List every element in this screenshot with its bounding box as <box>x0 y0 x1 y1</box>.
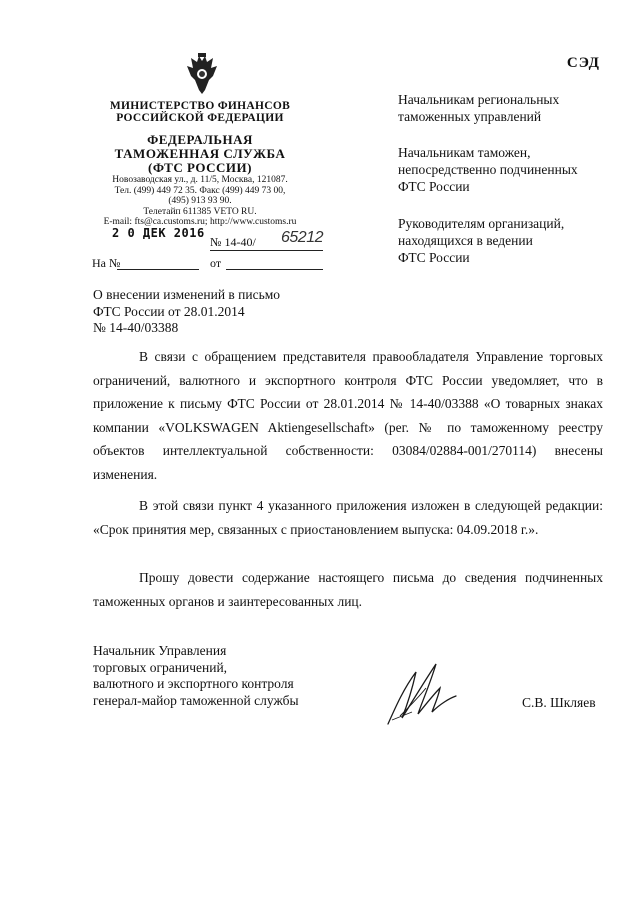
body-paragraph: В этой связи пункт 4 указанного приложения изложен в следующей редакции: «Срок принятия мер, связанных с приостановлением выпуска: 04.09.2018 г.». <box>93 498 603 537</box>
sed-stamp: СЭД <box>566 55 600 71</box>
recipient-block: Руководителям организаций, находящихся в ведении ФТС России <box>398 216 565 265</box>
service-name: ФЕДЕРАЛЬНАЯ ТАМОЖЕННАЯ СЛУЖБА (ФТС РОССИИ) <box>114 132 286 175</box>
number-underline <box>210 250 323 251</box>
recipient-block: Начальникам таможен, непосредственно подчиненных ФТС России <box>398 145 578 194</box>
reference-number-label: На № <box>92 256 121 270</box>
reference-date-line <box>226 269 323 270</box>
russian-coat-of-arms-icon <box>183 52 221 96</box>
date-stamp: 2 0 ДЕК 2016 <box>112 226 205 240</box>
document-number-handwritten: 65212 <box>281 229 323 246</box>
letter-subject: О внесении изменений в письмо ФТС России от 28.01.2014 № 14-40/03388 <box>93 287 281 335</box>
ministry-name: МИНИСТЕРСТВО ФИНАНСОВ РОССИЙСКОЙ ФЕДЕРАЦИИ <box>109 100 291 124</box>
signatory-name: С.В. Шкляев <box>522 695 596 710</box>
reference-number-line <box>117 269 199 270</box>
body-paragraph: В связи с обращением представителя правообладателя Управление торговых ограничений, валютного и экспортного контроля ФТС России уведомляет, что в приложение к письму ФТС России от 28.01.2014 № 14-40/03388 «О товарных знаках компании «VOLKSWAGEN Aktiengesellschaft» (рег. № по таможенному реестру объектов интеллектуальной собственности: 03084/02884-001/270114) внесены изменения. <box>93 349 603 482</box>
signatory-title: Начальник Управления торговых ограничений, валютного и экспортного контроля генерал-майор таможенной службы <box>93 643 299 708</box>
document-number-label: № 14-40/ <box>210 235 256 249</box>
body-paragraph: Прошу довести содержание настоящего письма до сведения подчиненных таможенных органов и заинтересованных лиц. <box>93 570 603 609</box>
reference-date-label: от <box>210 256 222 270</box>
handwritten-signature <box>382 658 477 730</box>
recipient-block: Начальникам региональных таможенных управлений <box>398 92 560 124</box>
address-block: Новозаводская ул., д. 11/5, Москва, 121087. Тел. (499) 449 72 35. Факс (499) 449 73 00, (495) 913 93 90. Телетайп 611385 VETO RU. E-mail: fts@ca.customs.ru; http://www.customs.ru <box>103 175 297 227</box>
